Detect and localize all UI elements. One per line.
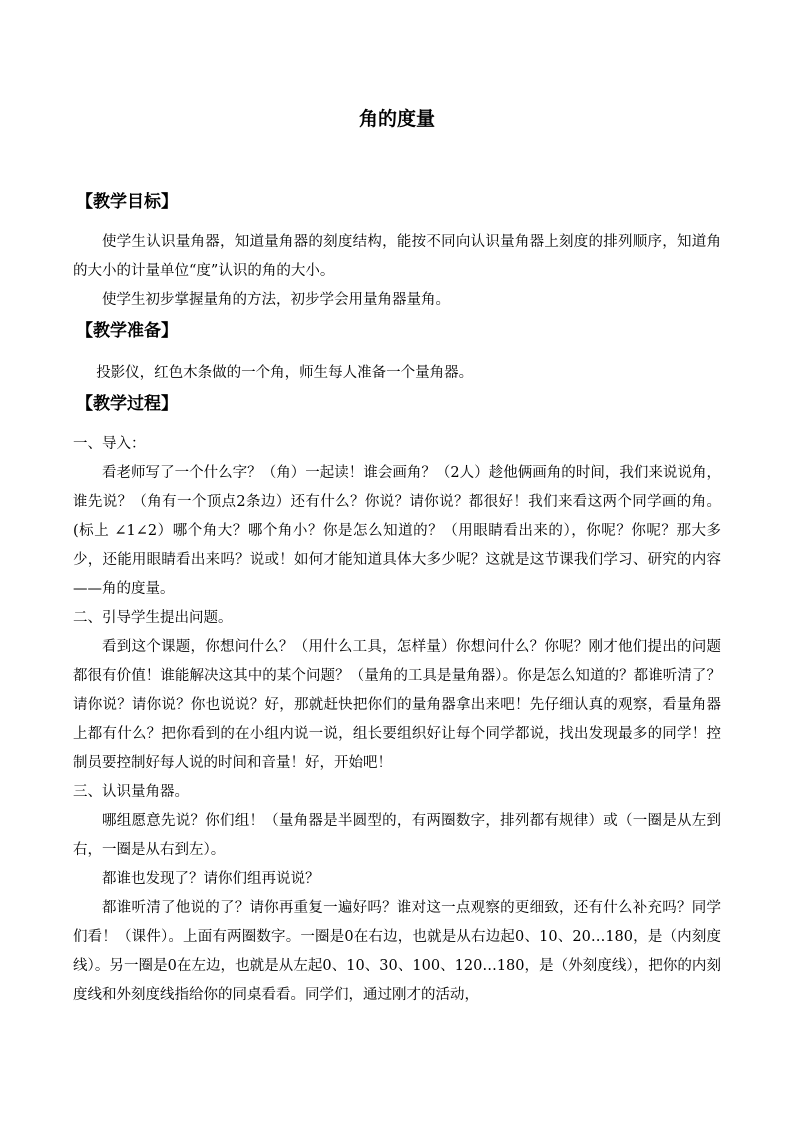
section-3-paragraph-3: 都谁听清了他说的了？请你再重复一遍好吗？谁对这一点观察的更细致，还有什么补充吗？同学们看！（课件）。上面有两圈数字。一圈是0在右边，也就是从右边起0、10、20…180，是（内刻度线）。另一圈是0在左边，也就是从左起0、10、30、100、120…180，是（外刻度线），把你的内刻度线和外刻度线指给你的同桌看看。同学们，通过刚才的活动， [73,900,721,1003]
goals-paragraph-2: 使学生初步掌握量角的方法，初步学会用量角器量角。 [102,292,450,308]
section-2-title: 二、引导学生提出问题。 [73,610,233,626]
section-3-title: 三、认识量角器。 [73,784,189,800]
section-3-paragraph-2: 都谁也发现了？请你们组再说说？ [102,871,320,887]
section-2-paragraph: 看到这个课题，你想问什么？（用什么工具，怎样量）你想问什么？你呢？刚才他们提出的问题都很有价值！谁能解决这其中的某个问题？（量角的工具是量角器）。你是怎么知道的？都谁听清了？请你说？请你说？你也说说？好，那就赶快把你们的量角器拿出来吧！先仔细认真的观察，看量角器上都有什么？把你看到的在小组内说一说，组长要组织好让每个同学都说，找出发现最多的同学！控制员要控制好每人说的时间和音量！好，开始吧！ [73,639,721,771]
section-3-paragraph-1: 哪组愿意先说？你们组！（量角器是半圆型的，有两圈数字，排列都有规律）或（一圈是从左到右，一圈是从右到左）。 [73,813,721,858]
section-1-title: 一、导入： [73,436,146,452]
page-title: 角的度量 [358,108,435,130]
section-1-paragraph: 看老师写了一个什么字？（角）一起读！谁会画角？（2人）趁他俩画角的时间，我们来说说角，谁先说？（角有一个顶点2条边）还有什么？你说？请你说？都很好！我们来看这两个同学画的角。(标上 ∠1∠2）哪个角大？哪个角小？你是怎么知道的？（用眼睛看出来的），你呢？你呢？那大多少，还能用眼睛看出来吗？说或！如何才能知道具体大多少呢？这就是这节课我们学习、研究的内容——角的度量。 [73,465,721,597]
heading-teaching-process: 【教学过程】 [76,394,178,414]
prep-paragraph-1: 投影仪，红色木条做的一个角，师生每人准备一个量角器。 [96,365,474,381]
heading-teaching-goals: 【教学目标】 [76,192,178,212]
goals-paragraph-1: 使学生认识量角器，知道量角器的刻度结构，能按不同向认识量角器上刻度的排列顺序，知道角的大小的计量单位“度”认识的角的大小。 [73,234,721,279]
heading-teaching-prep: 【教学准备】 [76,321,178,341]
